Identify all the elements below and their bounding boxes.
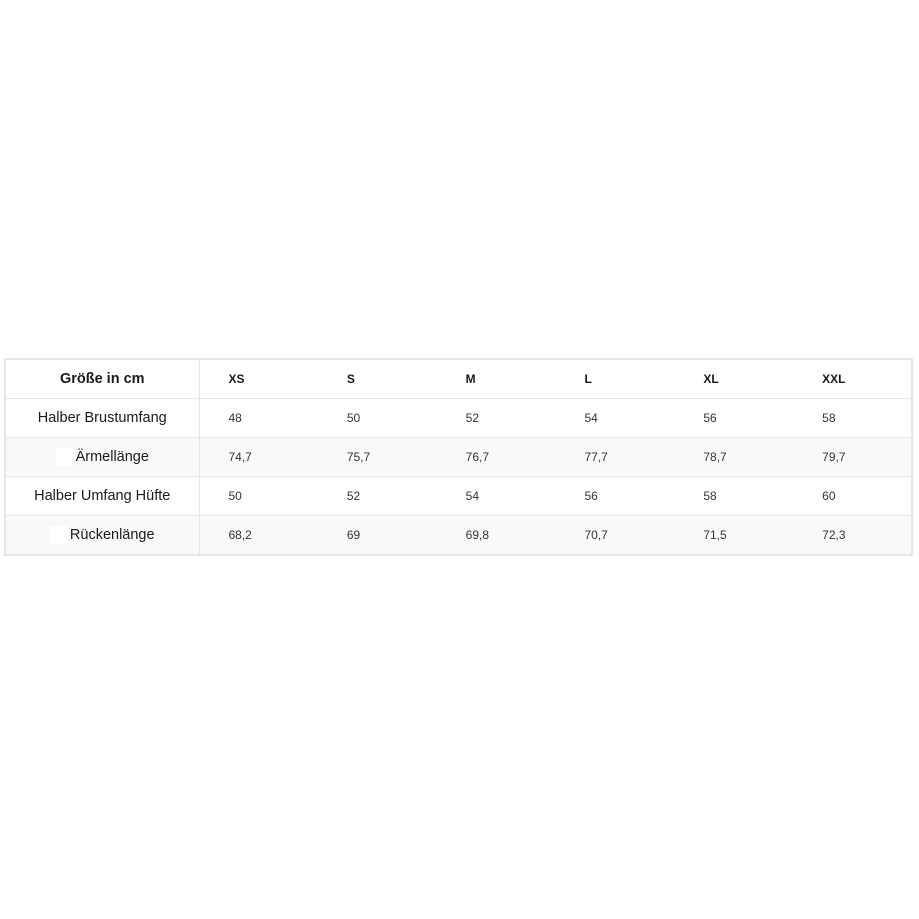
size-header-xl: XL <box>674 359 793 399</box>
table-cell: 76,7 <box>437 438 556 477</box>
table-cell: 70,7 <box>555 516 674 556</box>
label-box <box>50 526 68 544</box>
table-row <box>5 438 912 477</box>
size-header-xs: XS <box>199 359 318 399</box>
table-cell: 56 <box>674 399 793 438</box>
size-header-m: M <box>437 359 556 399</box>
row-label-cell <box>5 516 199 556</box>
table-cell: 54 <box>555 399 674 438</box>
table-cell: 52 <box>437 399 556 438</box>
table-cell: 77,7 <box>555 438 674 477</box>
row-label-cell <box>5 438 199 477</box>
table-cell: 74,7 <box>199 438 318 477</box>
size-header-xxl: XXL <box>793 359 912 399</box>
table-row <box>5 399 912 438</box>
table-row <box>5 477 912 516</box>
table-cell: 50 <box>318 399 437 438</box>
table-cell: 78,7 <box>674 438 793 477</box>
size-chart-table <box>4 358 913 556</box>
table-cell: 69,8 <box>437 516 556 556</box>
size-header-s: S <box>318 359 437 399</box>
table-row <box>5 516 912 556</box>
table-cell: 58 <box>674 477 793 516</box>
table-cell: 48 <box>199 399 318 438</box>
row-label: Halber Brustumfang <box>5 399 199 438</box>
table-cell: 60 <box>793 477 912 516</box>
table-header-row <box>5 359 912 399</box>
table-cell: 69 <box>318 516 437 556</box>
row-label: Ärmellänge <box>75 448 149 465</box>
table-cell: 75,7 <box>318 438 437 477</box>
size-header-l: L <box>555 359 674 399</box>
row-label: Halber Umfang Hüfte <box>5 477 199 516</box>
label-box <box>56 448 74 466</box>
table-cell: 79,7 <box>793 438 912 477</box>
table-cell: 52 <box>318 477 437 516</box>
table-cell: 68,2 <box>199 516 318 556</box>
header-label: Größe in cm <box>5 359 199 399</box>
table-cell: 71,5 <box>674 516 793 556</box>
row-label: Rückenlänge <box>69 526 155 543</box>
table-cell: 72,3 <box>793 516 912 556</box>
table-cell: 54 <box>437 477 556 516</box>
table-cell: 56 <box>555 477 674 516</box>
table-cell: 58 <box>793 399 912 438</box>
table-cell: 50 <box>199 477 318 516</box>
